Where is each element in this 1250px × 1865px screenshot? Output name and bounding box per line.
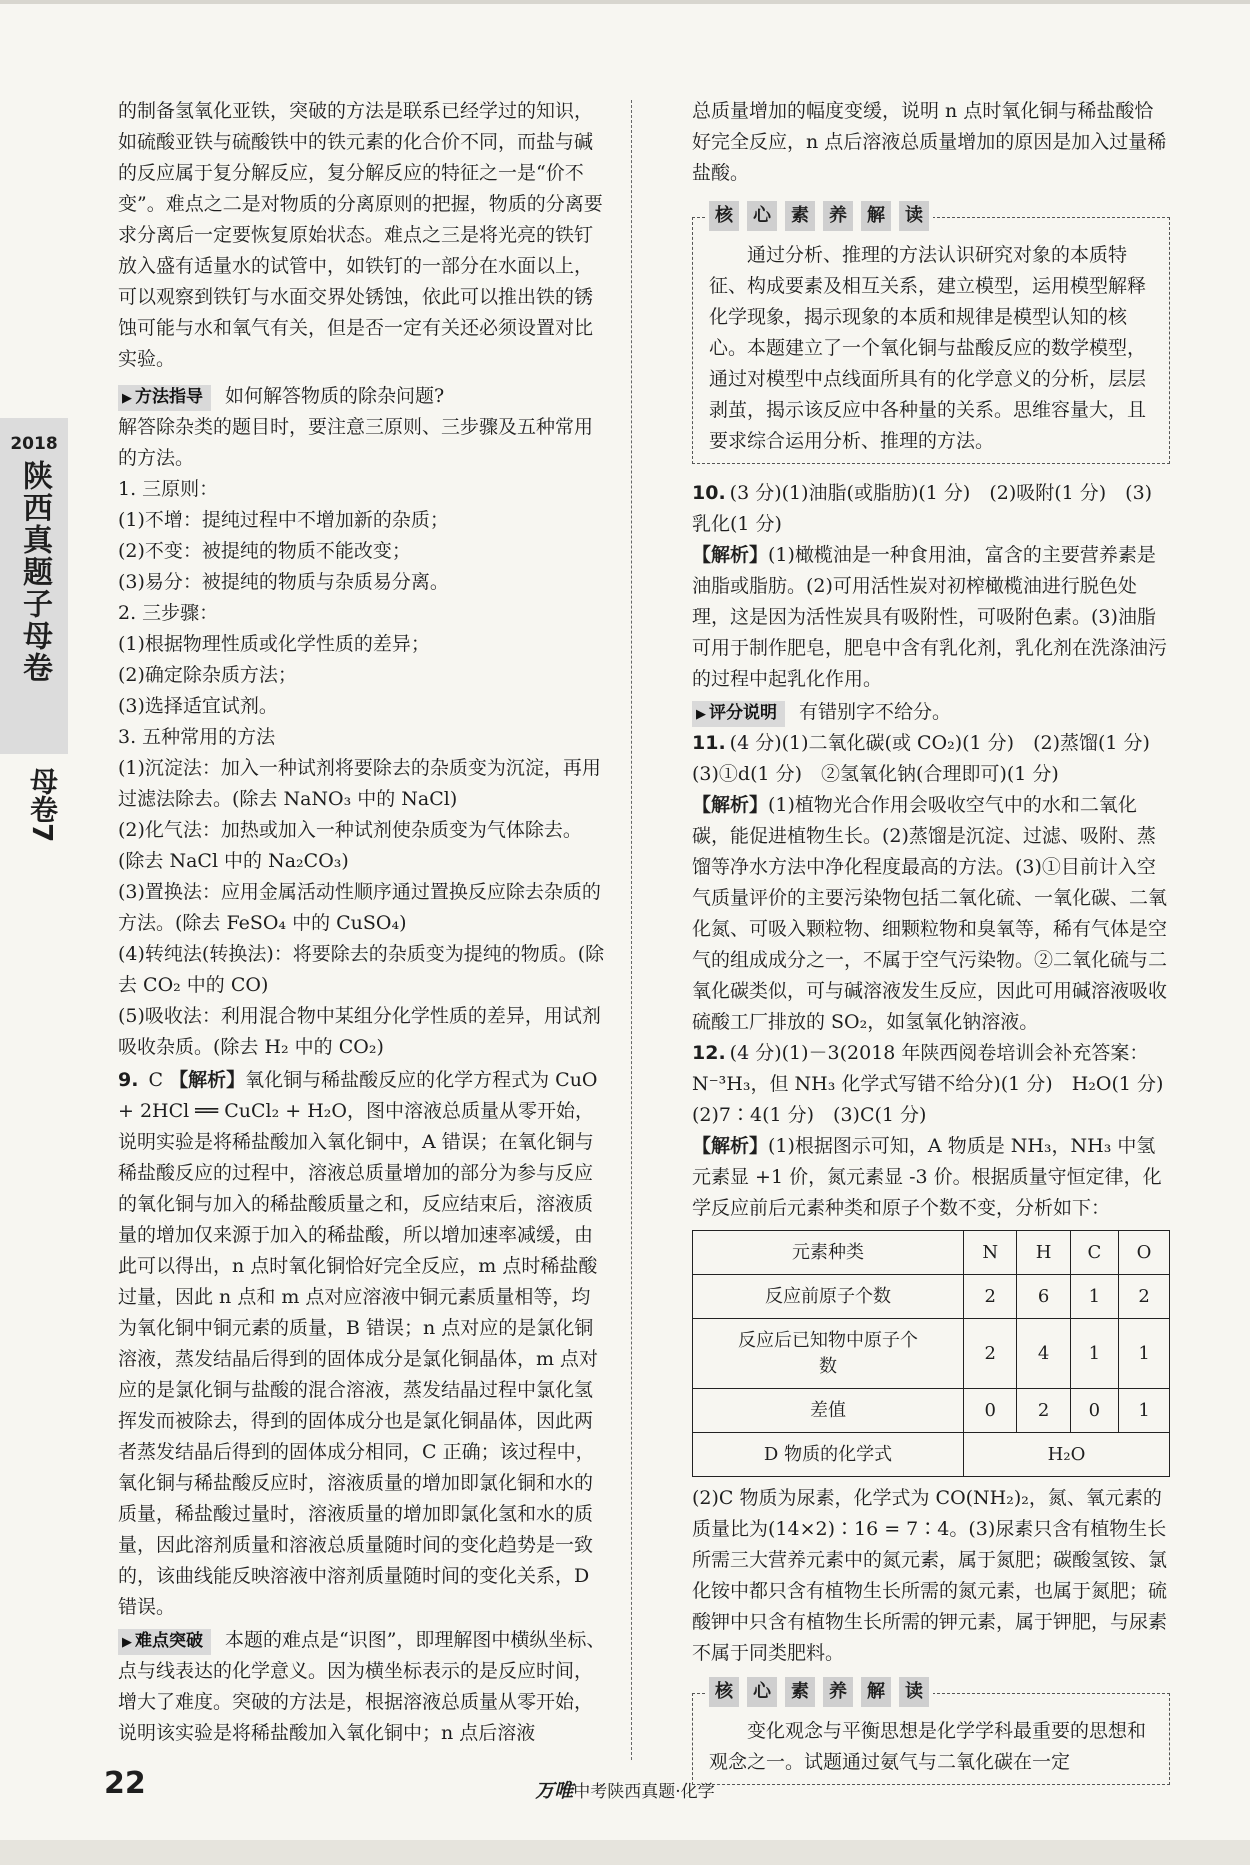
table-cell: 0: [1070, 1389, 1118, 1433]
question-12-number: 12.: [692, 1042, 726, 1064]
top-border: [0, 0, 1250, 4]
question-11-answer: (4 分)(1)二氧化碳(或 CO₂)(1 分) (2)蒸馏(1 分) (3)①d(1 分) ②氢氧化钠(合理即可)(1 分): [692, 732, 1169, 785]
table-header-row: [693, 1231, 1170, 1275]
table-cell: 4: [1017, 1319, 1070, 1389]
table-cell: 2: [964, 1319, 1017, 1389]
question-10-number: 10.: [692, 482, 726, 504]
method-line-11: (2)化气法：加热或加入一种试剂使杂质变为气体除去。(除去 NaCl 中的 Na₂CO₃): [118, 819, 582, 872]
core-literacy-title-2: [705, 1677, 933, 1707]
question-9-analysis-label: 【解析】: [169, 1069, 246, 1091]
table-cell: 2: [964, 1275, 1017, 1319]
bottom-strip: [0, 1840, 1250, 1865]
core-literacy-text-1: 通过分析、推理的方法认识研究对象的本质特征、构成要素及相互关系，建立模型，运用模型解释化学现象，揭示现象的本质和规律是模型认知的核心。本题建立了一个氧化铜与盐酸反应的数学模型，通过对模型中点线面所具有的化学意义的分析，层层剥茧，揭示该反应中各种量的关系。思维容量大，且要求综合运用分析、推理的方法。: [709, 244, 1147, 452]
table-row: [693, 1275, 1170, 1319]
side-tab-subtitle: 母卷7: [26, 767, 59, 843]
title-char: 素: [785, 201, 815, 231]
table-cell: 6: [1017, 1275, 1070, 1319]
method-line-8: (3)选择适宜试剂。: [118, 695, 278, 717]
footer-book: 中考陕西真题: [573, 1782, 676, 1802]
page-number: 22: [104, 1766, 146, 1801]
method-line-12: (3)置换法：应用金属活动性顺序通过置换反应除去杂质的方法。(除去 FeSO₄ 中的 CuSO₄): [118, 881, 601, 934]
method-line-14: (5)吸收法：利用混合物中某组分化学性质的差异，用试剂吸收杂质。(除去 H₂ 中的 CO₂): [118, 1005, 601, 1058]
question-11-number: 11.: [692, 732, 726, 754]
method-line-5: 2. 三步骤：: [118, 602, 219, 624]
question-9: [118, 1065, 608, 1623]
title-char: 解: [861, 201, 891, 231]
title-char: 心: [747, 201, 777, 231]
title-char: 养: [823, 1677, 853, 1707]
right-paragraph-0: 总质量增加的幅度变缓，说明 n 点时氧化铜与稀盐酸恰好完全反应，n 点后溶液总质量增加的原因是加入过量稀盐酸。: [692, 100, 1167, 184]
question-12-answer: (4 分)(1)－3(2018 年陕西阅卷培训会补充答案：N⁻³H₃，但 NH₃ 化学式写错不给分)(1 分) H₂O(1 分) (2)7∶4(1 分) (3)C(1 分): [692, 1042, 1183, 1126]
footer-dot: ·: [675, 1782, 681, 1802]
method-guide: [118, 381, 608, 412]
table-cell: H₂O: [964, 1433, 1170, 1477]
question-12-analysis-line: [692, 1131, 1170, 1224]
table-row: [693, 1389, 1170, 1433]
table-cell: 1: [1119, 1319, 1170, 1389]
table-header-cell: C: [1070, 1231, 1118, 1275]
table-row: [693, 1433, 1170, 1477]
side-tab-title: 陕西真题子母卷: [17, 460, 52, 684]
question-12-analysis-label: 【解析】: [692, 1135, 769, 1157]
core-literacy-title-1: [705, 201, 933, 231]
core-literacy-box-2: [692, 1681, 1170, 1785]
question-11-analysis-line: [692, 790, 1170, 1038]
question-10-analysis-label: 【解析】: [692, 544, 769, 566]
scoring-note: [692, 697, 1170, 728]
footer-subject: 化学: [680, 1782, 715, 1802]
table-cell: 差值: [693, 1389, 964, 1433]
table-row: [693, 1319, 1170, 1389]
question-9-answer: C: [148, 1069, 164, 1091]
question-9-number: 9.: [118, 1069, 139, 1091]
table-cell: 0: [964, 1389, 1017, 1433]
core-literacy-text-2: 变化观念与平衡思想是化学学科最重要的思想和观念之一。试题通过氨气与二氧化碳在一定: [709, 1720, 1147, 1773]
scoring-tag: ▶ 评分说明: [692, 701, 785, 727]
method-guide-question: 如何解答物质的除杂问题?: [225, 385, 445, 407]
question-10-analysis: (1)橄榄油是一种食用油，富含的主要营养素是油脂或脂肪。(2)可用活性炭对初榨橄榄油进行脱色处理，这是因为活性炭具有吸附性，可吸附色素。(3)油脂可用于制作肥皂，肥皂中含有乳化剂，乳化剂在洗涤油污的过程中起乳化作用。: [692, 544, 1168, 690]
difficulty-tag: ▶ 难点突破: [118, 1629, 211, 1655]
title-char: 核: [709, 201, 739, 231]
column-divider: [631, 100, 632, 1760]
side-tab: [0, 418, 68, 754]
method-line-3: (2)不变：被提纯的物质不能改变；: [118, 540, 411, 562]
scoring-text: 有错别字不给分。: [799, 701, 952, 723]
table-cell: D 物质的化学式: [693, 1433, 964, 1477]
table-cell: 2: [1119, 1275, 1170, 1319]
title-char: 养: [823, 201, 853, 231]
method-line-2: (1)不增：提纯过程中不增加新的杂质；: [118, 509, 449, 531]
table-cell: 1: [1070, 1275, 1118, 1319]
table-cell: 1: [1119, 1389, 1170, 1433]
table-cell: 反应后已知物中原子个数: [693, 1319, 964, 1389]
question-12: [692, 1038, 1183, 1131]
title-char: 心: [747, 1677, 777, 1707]
question-12-analysis: (1)根据图示可知，A 物质是 NH₃，NH₃ 中氢元素显 +1 价，氮元素显 -3 价。根据质量守恒定律，化学反应前后元素种类和原子个数不变，分析如下：: [692, 1135, 1162, 1219]
method-line-6: (1)根据物理性质或化学性质的差异；: [118, 633, 430, 655]
table-header-cell: 元素种类: [693, 1231, 964, 1275]
title-char: 核: [709, 1677, 739, 1707]
brand-logo: 万唯: [535, 1780, 574, 1802]
question-10-answer: (3 分)(1)油脂(或脂肪)(1 分) (2)吸附(1 分) (3)乳化(1 分): [692, 482, 1153, 535]
question-11: [692, 728, 1170, 790]
question-10-analysis-line: [692, 540, 1170, 695]
side-tab-year: 2018: [10, 434, 58, 454]
core-literacy-box-1: [692, 205, 1170, 464]
left-column: [118, 96, 608, 1749]
footer: [0, 1776, 1250, 1803]
question-11-analysis: (1)植物光合作用会吸收空气中的水和二氧化碳，能促进植物生长。(2)蒸馏是沉淀、过滤、吸附、蒸馏等净水方法中净化程度最高的方法。(3)①目前计入空气质量评价的主要污染物包括二氧化硫、一氧化碳、二氧化氮、可吸入颗粒物、细颗粒物和臭氧等，稀有气体是空气的组成成分之一，不属于空气污染物。②二氧化硫与二氧化碳类似，可与碱溶液发生反应，因此可用碱溶液吸收硫酸工厂排放的 SO₂，如氢氧化钠溶液。: [692, 794, 1168, 1033]
title-char: 读: [899, 201, 929, 231]
method-line-9: 3. 五种常用的方法: [118, 726, 276, 748]
question-12-analysis-2: (2)C 物质为尿素，化学式为 CO(NH₂)₂，氮、氧元素的质量比为(14×2)∶16 = 7∶4。(3)尿素只含有植物生长所需三大营养元素中的氮元素，属于氮肥；碳酸氢铵、氯化铵中都只含有植物生长所需的氮元素，也属于氮肥；硫酸钾中只含有植物生长所需的钾元素，属于钾肥，与尿素不属于同类肥料。: [692, 1487, 1168, 1664]
method-line-7: (2)确定除杂质方法；: [118, 664, 297, 686]
method-guide-tag: ▶ 方法指导: [118, 385, 211, 411]
table-cell: 2: [1017, 1389, 1070, 1433]
element-analysis-table: [692, 1230, 1170, 1477]
difficulty-breakthrough: [118, 1625, 608, 1749]
table-cell: 反应前原子个数: [693, 1275, 964, 1319]
question-9-analysis: 氧化铜与稀盐酸反应的化学方程式为 CuO + 2HCl ══ CuCl₂ + H₂O，图中溶液总质量从零开始，说明实验是将稀盐酸加入氧化铜中，A 错误；在氧化铜与稀盐酸反应的过程中，溶液总质量增加的部分为参与反应的氧化铜与加入的稀盐酸质量之和，反应结束后，溶液质量的增加仅来源于加入的稀盐酸，所以增加速率减缓，由此可以得出，n 点时氧化铜恰好完全反应，m 点时稀盐酸过量，因此 n 点和 m 点对应溶液中铜元素质量相等，均为氧化铜中铜元素的质量，B 错误；n 点对应的是氯化铜溶液，蒸发结晶后得到的固体成分是氯化铜晶体，m 点对应的是氯化铜与盐酸的混合溶液，蒸发结晶过程中氯化氢挥发而被除去，得到的固体成分也是氯化铜晶体，因此两者蒸发结晶后得到的固体成分相同，C 正确；该过程中，氧化铜与稀盐酸反应时，溶液质量的增加即氯化铜和水的质量，稀盐酸过量时，溶液质量的增加即氯化氢和水的质量，因此溶剂质量和溶液总质量随时间的变化趋势是一致的，该曲线能反映溶液中溶剂质量随时间的变化关系，D 错误。: [118, 1069, 599, 1618]
title-char: 解: [861, 1677, 891, 1707]
method-line-1: 1. 三原则：: [118, 478, 219, 500]
title-char: 素: [785, 1677, 815, 1707]
table-header-cell: O: [1119, 1231, 1170, 1275]
difficulty-text: 本题的难点是“识图”，即理解图中横纵坐标、点与线表达的化学意义。因为横坐标表示的是反应时间，增大了难度。突破的方法是，根据溶液总质量从零开始，说明该实验是将稀盐酸加入氧化铜中；n 点后溶液: [118, 1629, 606, 1744]
question-10: [692, 478, 1170, 540]
table-header-cell: N: [964, 1231, 1017, 1275]
method-line-0: 解答除杂类的题目时，要注意三原则、三步骤及五种常用的方法。: [118, 416, 594, 469]
method-line-13: (4)转纯法(转换法)：将要除去的杂质变为提纯的物质。(除去 CO₂ 中的 CO): [118, 943, 605, 996]
table-cell: 1: [1070, 1319, 1118, 1389]
method-line-10: (1)沉淀法：加入一种试剂将要除去的杂质变为沉淀，再用过滤法除去。(除去 NaNO₃ 中的 NaCl): [118, 757, 601, 810]
title-char: 读: [899, 1677, 929, 1707]
question-11-analysis-label: 【解析】: [692, 794, 769, 816]
method-line-4: (3)易分：被提纯的物质与杂质易分离。: [118, 571, 449, 593]
table-header-cell: H: [1017, 1231, 1070, 1275]
right-column: [692, 96, 1183, 1793]
left-paragraph-1: 的制备氢氧化亚铁，突破的方法是联系已经学过的知识，如硫酸亚铁与硫酸铁中的铁元素的化合价不同，而盐与碱的反应属于复分解反应，复分解反应的特征之一是“价不变”。难点之二是对物质的分离原则的把握，物质的分离要求分离后一定要恢复原始状态。难点之三是将光亮的铁钉放入盛有适量水的试管中，如铁钉的一部分在水面以上，可以观察到铁钉与水面交界处锈蚀，依此可以推出铁的锈蚀可能与水和氧气有关，但是否一定有关还必须设置对比实验。: [118, 100, 603, 370]
